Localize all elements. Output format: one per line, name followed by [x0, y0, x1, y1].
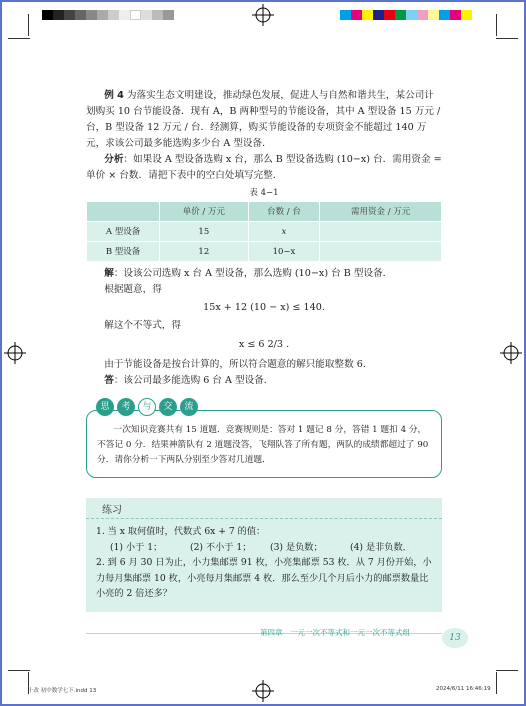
think-and-discuss-text: 一次知识竞赛共有 15 道题．竞赛规则是：答对 1 题记 8 分，答错 1 题扣 4 分，不答记 0 分．结果神箭队有 2 道题没答，飞翔队答了所有题，两队的成绩都超过了 90 分．请你分析一下两队分别至少答对几道题． [86, 410, 442, 478]
exercise-title: 练习 [102, 505, 122, 516]
exercise-section [86, 498, 442, 612]
title-char: 思 [96, 398, 114, 416]
registration-mark-top-icon [252, 4, 274, 26]
solution-formula: x ≤ 6 2/3 . [238, 339, 290, 350]
exercise-option: (1) 小于 1； [110, 541, 163, 553]
table-cell: 10−x [248, 242, 320, 262]
exercise-header [86, 498, 442, 519]
table-row [87, 222, 442, 242]
answer-label: 答 [104, 375, 114, 386]
analysis-text: ：如果设 A 型设备选购 x 台，那么 B 型设备选购 (10−x) 台．需用资金 = 单价 × 台数．请把下表中的空白处填写完整． [86, 154, 442, 181]
table-cell: x [248, 222, 320, 242]
table-caption: 表 4−1 [249, 188, 279, 198]
solution-line1: ：设该公司选购 x 台 A 型设备，那么选购 (10−x) 台 B 型设备． [113, 268, 393, 279]
table-header-row [87, 202, 442, 222]
table-cell: 12 [160, 242, 248, 262]
print-slug-right: 2024/6/11 16:46:19 [436, 686, 491, 692]
title-char: 考 [117, 398, 135, 416]
exercise-option: (3) 是负数； [270, 541, 323, 553]
example-paragraph [86, 88, 442, 152]
table-header-cell: 单价 / 万元 [160, 202, 248, 222]
table-cell: A 型设备 [87, 222, 160, 242]
solution-line3: 解这个不等式，得 [104, 320, 181, 331]
exercise-body [96, 524, 436, 602]
exercise-question-1: 1. 当 x 取何值时，代数式 6x + 7 的值： [96, 526, 266, 537]
exercise-option: (4) 是非负数． [350, 541, 412, 553]
registration-mark-bottom-icon [252, 680, 274, 702]
title-char: 交 [159, 398, 177, 416]
title-char: 与 [138, 398, 156, 416]
table-header-cell [87, 202, 160, 222]
chapter-title: 第四章 一元一次不等式和一元一次不等式组 [260, 628, 410, 637]
crop-mark [496, 14, 497, 36]
answer-text: ：该公司最多能选购 6 台 A 型设备． [113, 375, 274, 386]
solution-paragraph [86, 266, 442, 282]
answer-paragraph [86, 373, 442, 389]
title-char: 流 [180, 398, 198, 416]
table-cell [320, 222, 442, 242]
crop-mark [496, 38, 518, 39]
example-label: 例 4 [104, 90, 124, 101]
solution-line4: 由于节能设备是按台计算的，所以符合题意的解只能取整数 6. [104, 359, 366, 370]
crop-mark [496, 672, 497, 694]
print-slug-left: 十改 初中数学七下.indd 13 [28, 688, 97, 694]
analysis-label: 分析 [104, 154, 124, 165]
solution-line2: 根据题意，得 [104, 284, 162, 295]
example-text: 为落实生态文明建设，推动绿色发展，促进人与自然和谐共生，某公司计划购买 10 台节能设备．现有 A，B 两种型号的节能设备，其中 A 型设备 15 万元 / 台，B 型设备 12 万元 / 台．经测算，购买节能设备的专项资金不能超过 140 万元，求该公司最多能选购多少台 A 型设备． [86, 90, 441, 149]
table-header-cell: 需用资金 / 万元 [320, 202, 442, 222]
grayscale-bar [42, 10, 174, 20]
exercise-question-2: 2. 到 6 月 30 日为止，小力集邮票 91 枚，小亮集邮票 53 枚．从 7 月份开始，小力每月集邮票 10 枚，小亮每月集邮票 4 枚．那么至少几个月后小力的邮票数量比小亮的 2 倍还多？ [96, 557, 432, 599]
analysis-paragraph [86, 152, 442, 184]
think-and-discuss-title [96, 398, 198, 416]
equipment-table [86, 201, 442, 262]
crop-mark [28, 14, 29, 36]
main-content [86, 88, 442, 389]
table-cell [320, 242, 442, 262]
crop-mark [8, 670, 30, 671]
crop-mark [8, 38, 30, 39]
table-cell: B 型设备 [87, 242, 160, 262]
page-number: 13 [442, 628, 468, 648]
registration-mark-left-icon [4, 342, 26, 364]
solution-label: 解 [104, 268, 114, 279]
table-cell: 15 [160, 222, 248, 242]
crop-mark [496, 670, 518, 671]
color-bar [340, 10, 472, 20]
table-row [87, 242, 442, 262]
inequality-formula: 15x + 12 (10 − x) ≤ 140. [203, 302, 325, 313]
table-header-cell: 台数 / 台 [248, 202, 320, 222]
registration-mark-right-icon [500, 342, 522, 364]
exercise-options [96, 540, 436, 556]
exercise-option: (2) 不小于 1； [190, 541, 252, 553]
